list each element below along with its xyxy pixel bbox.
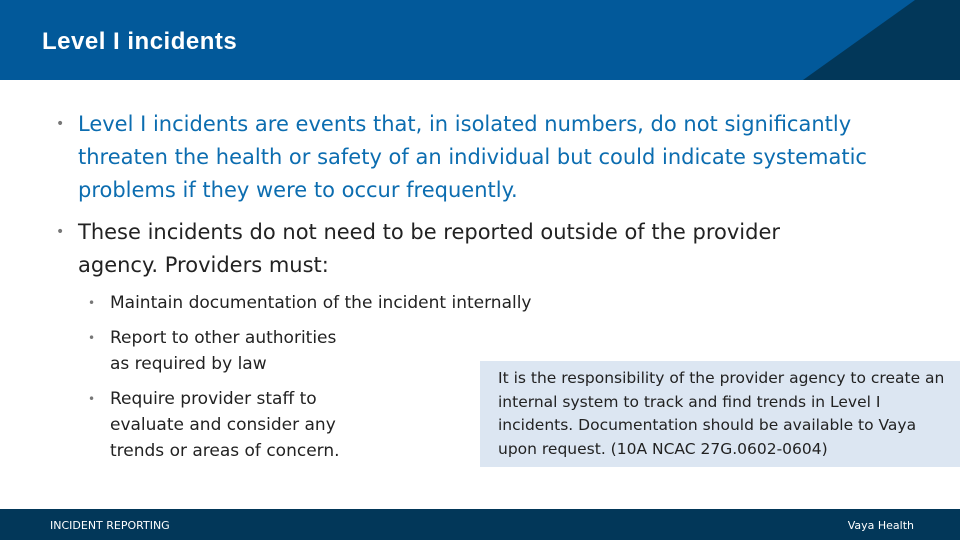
sub-bullet-text: Require provider staff to evaluate and consider any trends or areas of concern. — [110, 389, 340, 461]
sub-bullet-text: Maintain documentation of the incident internally — [110, 293, 532, 313]
bullet-1: • Level I incidents are events that, in isolated numbers, do not significantly threaten the health or safety of an individual but could indicate systematic problems if they were to occur frequently. — [56, 112, 867, 202]
sub-bullet-3: • Require provider staff to evaluate and consider any trends or areas of concern. — [88, 389, 340, 461]
sub-bullet-1: • Maintain documentation of the incident internally — [88, 293, 532, 313]
bullet-2: • These incidents do not need to be reported outside of the provider agency. Providers must: — [56, 220, 780, 277]
sub-bullet-text: Report to other authorities as required by law — [110, 328, 337, 374]
footer-section-label: INCIDENT REPORTING — [50, 519, 170, 532]
header-bar — [0, 0, 960, 80]
page-title: Level I incidents — [42, 28, 238, 55]
footer-brand: Vaya Health — [847, 519, 914, 532]
sub-bullet-2: • Report to other authorities as required by law — [88, 328, 337, 374]
bullet-text: These incidents do not need to be reported outside of the provider agency. Providers must: — [78, 220, 780, 277]
callout-text: It is the responsibility of the provider agency to create an internal system to track and find trends in Level I incidents. Documentation should be available to Vaya upon request. (10A NCAC 27G.0602-0604) — [498, 369, 945, 458]
callout-box — [480, 361, 960, 467]
footer-bar — [0, 509, 960, 540]
bullet-text: Level I incidents are events that, in isolated numbers, do not significantly threaten the health or safety of an individual but could indicate systematic problems if they were to occur frequently. — [78, 112, 867, 202]
